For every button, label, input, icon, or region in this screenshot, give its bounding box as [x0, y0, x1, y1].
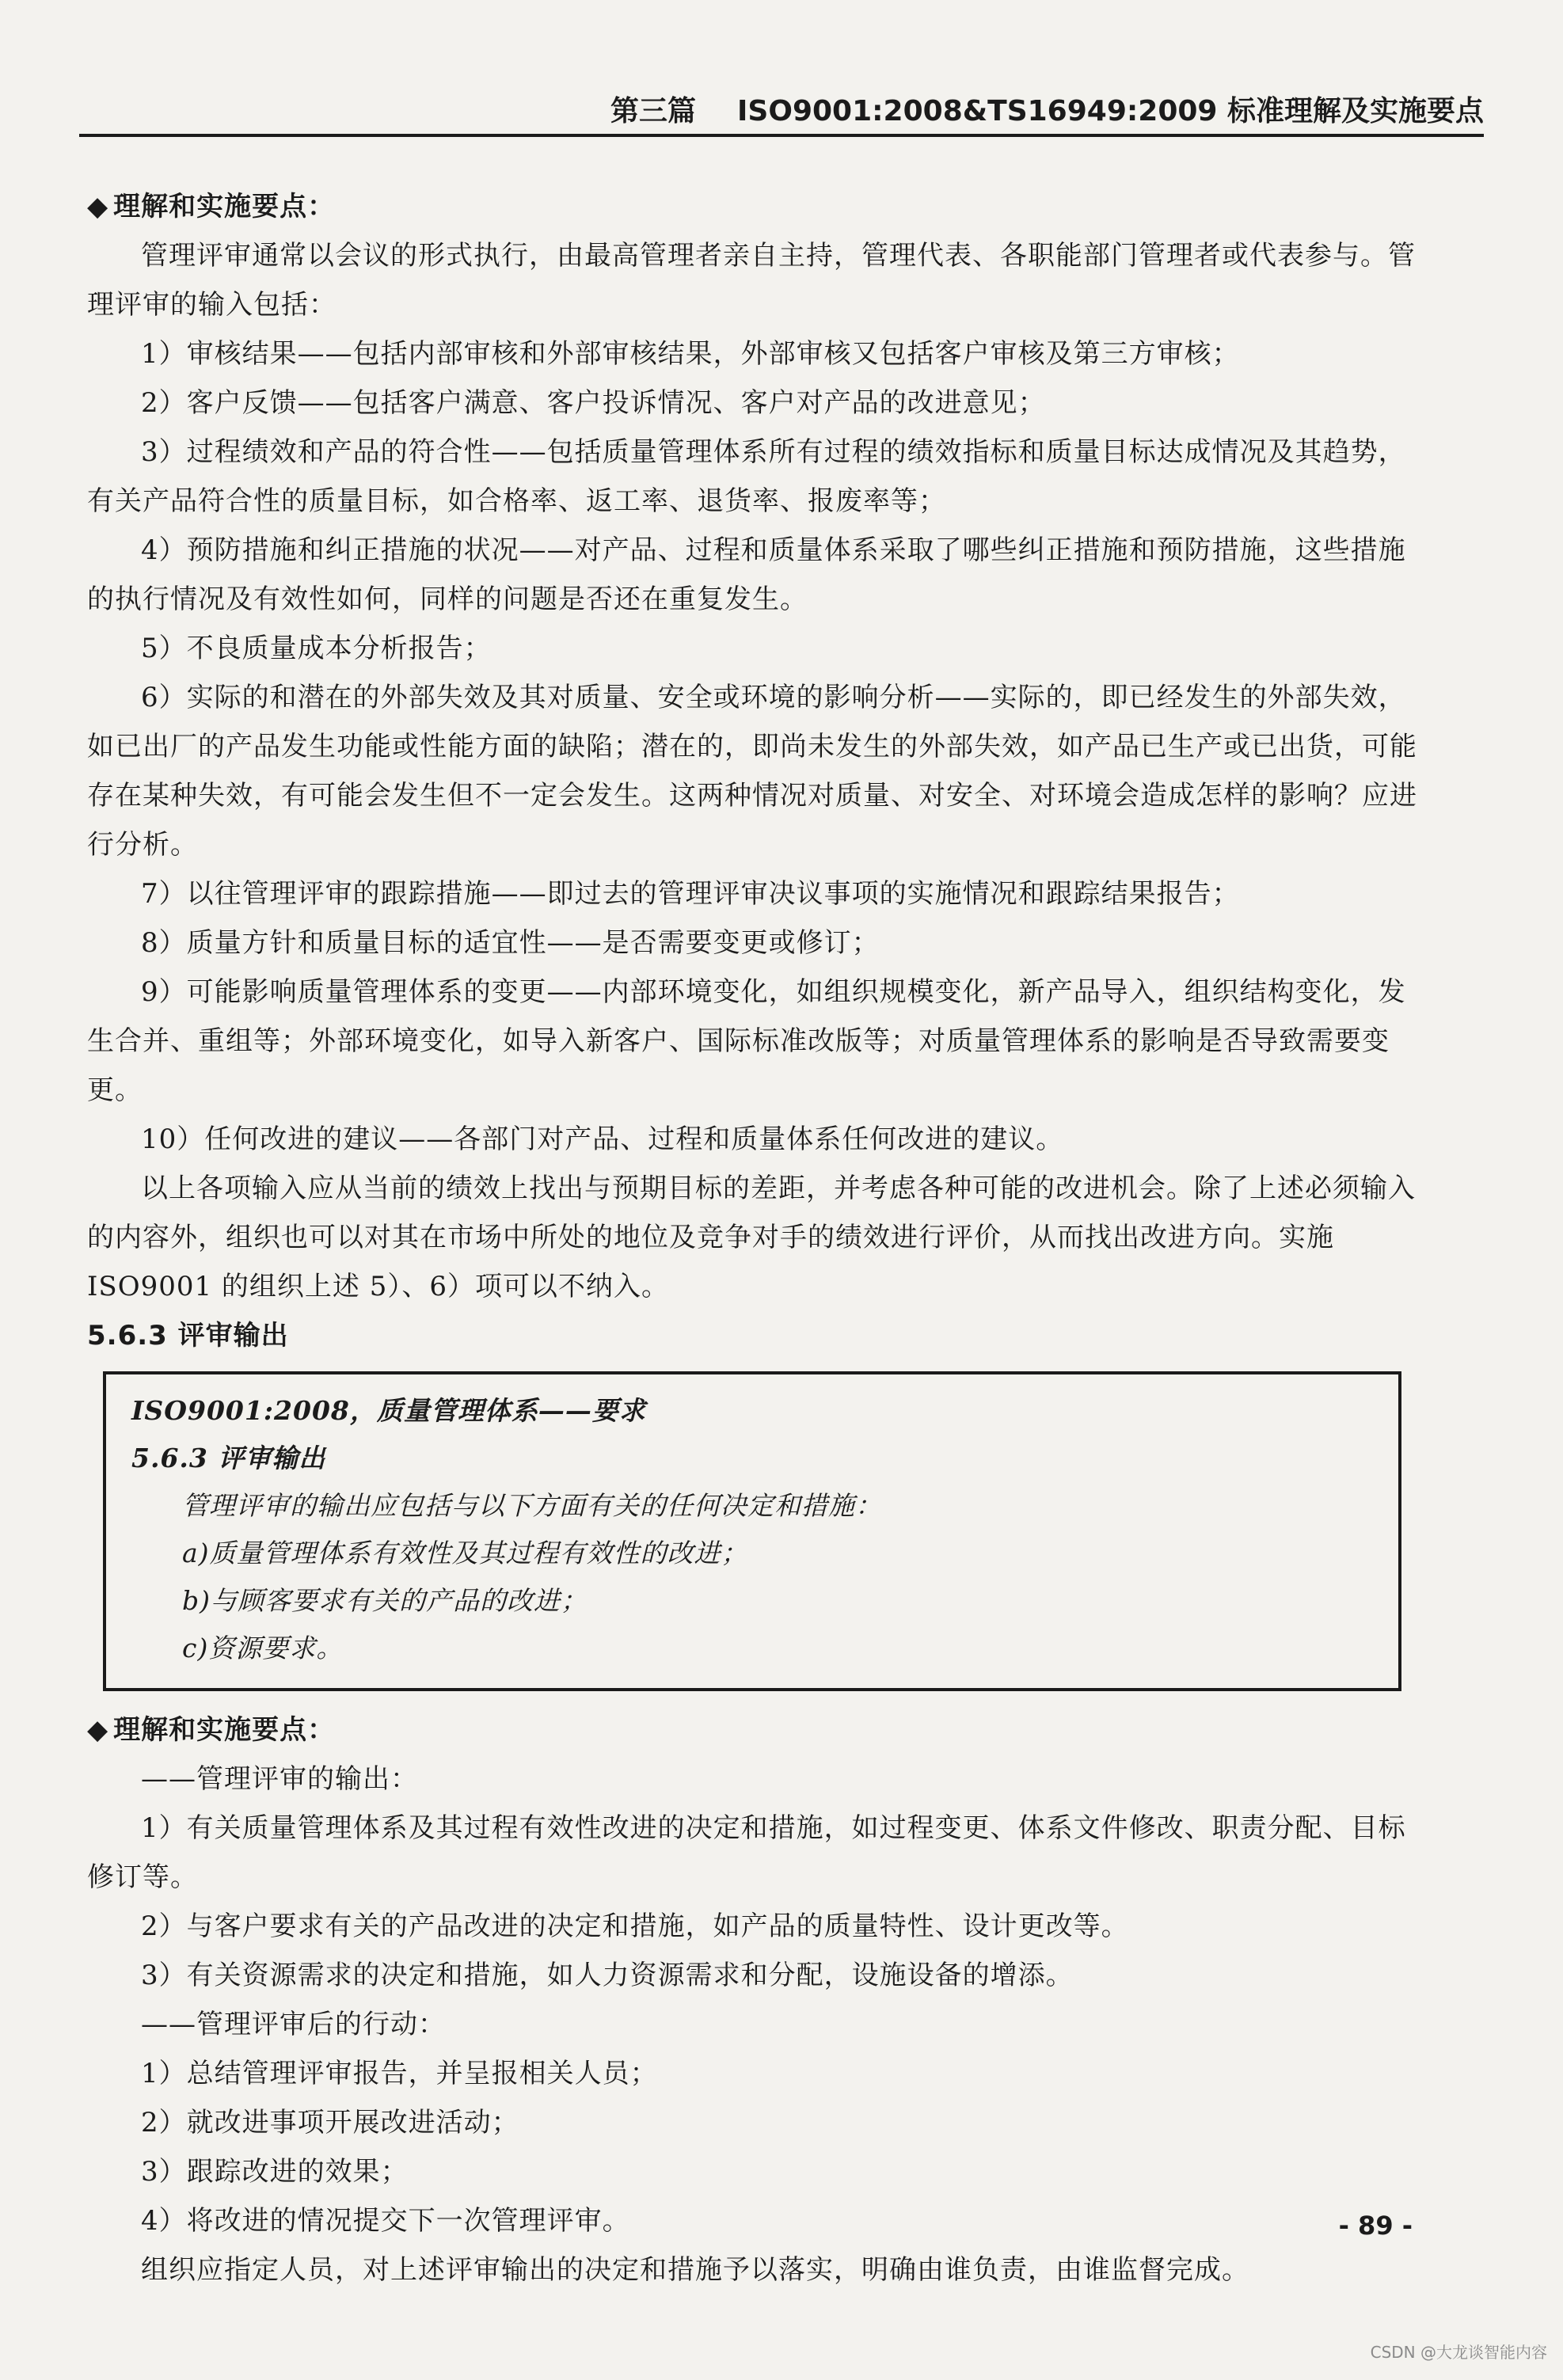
page-number: - 89 -	[1338, 2211, 1413, 2241]
action-item: 3）跟踪改进的效果；	[141, 2156, 409, 2188]
input-item: 6）实际的和潜在的外部失效及其对质量、安全或环境的影响分析——实际的，即已经发生的外部失效，如已出厂的产品发生功能或性能方面的缺陷；潜在的，即尚未发生的外部失效，如产品已生产或已出货，可能存在某种失效，有可能会发生但不一定会发生。这两种情况对质量、对安全、对环境会造成怎样的影响？应进行分析。	[87, 682, 1417, 861]
output-item: 1）有关质量管理体系及其过程有效性改进的决定和措施，如过程变更、体系文件修改、职责分配、目标修订等。	[87, 1812, 1406, 1893]
input-item: 3）过程绩效和产品的符合性——包括质量管理体系所有过程的绩效指标和质量目标达成情况及其趋势，有关产品符合性的质量目标，如合格率、返工率、退货率、报废率等；	[87, 436, 1406, 517]
section2-heading	[87, 1705, 1417, 1755]
input-item: 5）不良质量成本分析报告；	[141, 633, 492, 664]
header-part: 第三篇	[610, 94, 697, 127]
watermark: CSDN @大龙谈智能内容	[1370, 2343, 1547, 2362]
input-item: 7）以往管理评审的跟踪措施——即过去的管理评审决议事项的实施情况和跟踪结果报告；	[141, 878, 1240, 910]
output-intro: ——管理评审的输出：	[141, 1763, 418, 1795]
action-intro: ——管理评审后的行动：	[141, 2009, 446, 2040]
output-item: 3）有关资源需求的决定和措施，如人力资源需求和分配，设施设备的增添。	[141, 1960, 1074, 1991]
action-item: 1）总结管理评审报告，并呈报相关人员；	[141, 2058, 658, 2089]
standard-item: c)资源要求。	[182, 1633, 344, 1663]
input-item: 8）质量方针和质量目标的适宜性——是否需要变更或修订；	[141, 927, 880, 959]
header-title: ISO9001:2008&TS16949:2009 标准理解及实施要点	[737, 94, 1484, 127]
running-header	[79, 83, 1484, 137]
diamond-icon: ◆	[87, 191, 109, 222]
input-item: 10）任何改进的建议——各部门对产品、过程和质量体系任何改进的建议。	[141, 1123, 1064, 1155]
section1-intro: 管理评审通常以会议的形式执行，由最高管理者亲自主持，管理代表、各职能部门管理者或代表参与。管理评审的输入包括：	[87, 240, 1416, 321]
standard-requirement-box	[103, 1371, 1401, 1691]
standard-text: 管理评审的输出应包括与以下方面有关的任何决定和措施：	[182, 1490, 882, 1521]
closing-paragraph: 组织应指定人员，对上述评审输出的决定和措施予以落实，明确由谁负责，由谁监督完成。	[141, 2254, 1249, 2286]
action-item: 4）将改进的情况提交下一次管理评审。	[141, 2205, 630, 2237]
input-item: 1）审核结果——包括内部审核和外部审核结果，外部审核又包括客户审核及第三方审核；	[141, 338, 1240, 370]
standard-item: a)质量管理体系有效性及其过程有效性的改进；	[182, 1538, 748, 1568]
input-item: 9）可能影响质量管理体系的变更——内部环境变化，如组织规模变化，新产品导入，组织结构变化，发生合并、重组等；外部环境变化，如导入新客户、国际标准改版等；对质量管理体系的影响是否导致需要变更。	[87, 976, 1406, 1106]
section1-conclusion: 以上各项输入应从当前的绩效上找出与预期目标的差距，并考虑各种可能的改进机会。除了上述必须输入的内容外，组织也可以对其在市场中所处的地位及竞争对手的绩效进行评价，从而找出改进方向。实施 ISO9001 的组织上述 5）、6）项可以不纳入。	[87, 1173, 1416, 1302]
input-item: 2）客户反馈——包括客户满意、客户投诉情况、客户对产品的改进意见；	[141, 387, 1046, 419]
action-item: 2）就改进事项开展改进活动；	[141, 2107, 519, 2139]
section2-heading-text: 理解和实施要点：	[113, 1714, 336, 1746]
section1-heading-text: 理解和实施要点：	[113, 191, 336, 222]
standard-item: b)与顾客要求有关的产品的改进；	[182, 1585, 588, 1616]
page-body	[87, 182, 1417, 2294]
standard-title: ISO9001:2008，质量管理体系——要求	[131, 1395, 646, 1426]
output-item: 2）与客户要求有关的产品改进的决定和措施，如产品的质量特性、设计更改等。	[141, 1910, 1129, 1942]
section-title: 5.6.3 评审输出	[87, 1320, 289, 1352]
input-item: 4）预防措施和纠正措施的状况——对产品、过程和质量体系采取了哪些纠正措施和预防措施，这些措施的执行情况及有效性如何，同样的问题是否还在重复发生。	[87, 534, 1406, 615]
standard-clause: 5.6.3 评审输出	[131, 1443, 326, 1473]
diamond-icon: ◆	[87, 1714, 109, 1746]
section1-heading	[87, 182, 1417, 231]
